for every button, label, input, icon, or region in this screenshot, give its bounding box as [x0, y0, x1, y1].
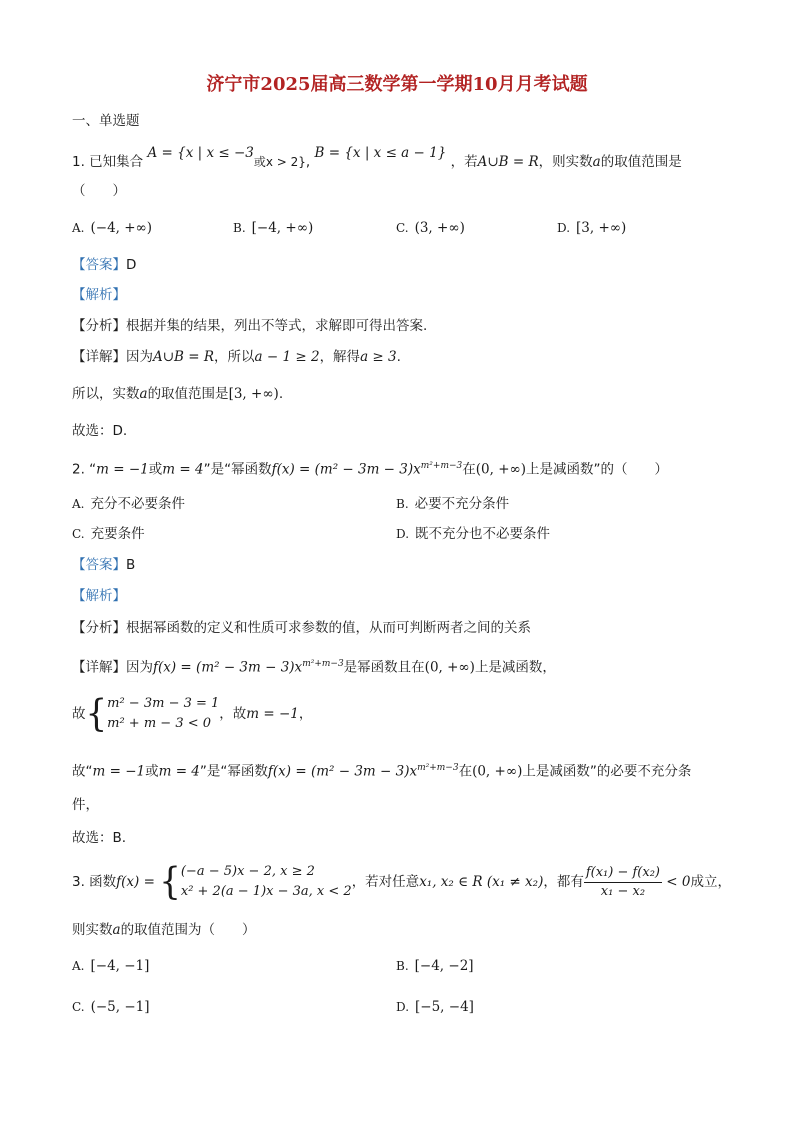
left-brace-icon: { — [85, 692, 108, 736]
q1-option-b: B. [−4, +∞) — [233, 220, 314, 236]
q2-option-a: A. 充分不必要条件 — [72, 496, 185, 512]
q2-fenxi: 【分析】根据幂函数的定义和性质可求参数的值，从而可判断两者之间的关系 — [72, 620, 531, 636]
q3-option-c: C. (−5, −1] — [72, 999, 150, 1015]
q3-option-a: A. [−4, −1] — [72, 958, 150, 974]
q2-conclusion: 故“m = −1或m = 4”是“幂函数$f(x) = (m^2 - 3m - 3)x^{m^2+m-3}$在(0, +∞)上是减函数”的必要不充分条 — [72, 763, 692, 780]
left-brace-icon: { — [159, 860, 181, 904]
q2-system: 故{ m² − 3m − 3 = 1 m² + m − 3 < 0 ，故m = −1， — [72, 692, 313, 736]
question-3-tail: 则实数a的取值范围为（ ） — [72, 922, 256, 938]
set-a-expression: A = {x | x ≤ −3 — [147, 145, 254, 161]
q1-option-d: D. [3, +∞) — [557, 220, 627, 236]
question-1-stem: 1. 已知集合 A = {x | x ≤ −3或x > 2}, B = {x | x ≤ a − 1} ，若A∪B = R，则实数a的取值范围是 — [72, 145, 682, 170]
question-3-stem: 3. 函数f(x) = { (−a − 5)x − 2, x ≥ 2 x² + 2(a − 1)x − 3a, x < 2 ，若对任意x₁, x₂ ∈ R (x₁ ≠ x₂)，都有 $\frac{\text{f(x₁) − f(x₂)}}{\text{x₁ − x₂}}$ < 0成立， — [72, 860, 731, 904]
difference-quotient: $\frac{\text{f(x₁) − f(x₂)}}{\text{x₁ − x₂}}$ — [585, 864, 660, 899]
q2-analysis-tag: 【解析】 — [72, 588, 126, 604]
q1-choice: 故选：D. — [72, 423, 128, 439]
q2-option-d: D. 既不充分也不必要条件 — [396, 526, 551, 542]
q2-option-b: B. 必要不充分条件 — [396, 496, 510, 512]
question-2-stem: 2. “m = −1或m = 4”是“幂函数$f(x) = (m^2 - 3m - 3)x^{m^2+m-3}$在(0, +∞)上是减函数”的（ ） — [72, 461, 669, 478]
q2-choice: 故选：B. — [72, 830, 127, 846]
q1-option-a: A. (−4, +∞) — [72, 220, 153, 236]
q2-answer: 【答案】B — [72, 557, 136, 573]
q2-conclusion-cont: 件， — [72, 797, 99, 813]
set-b-expression: B = {x | x ≤ a − 1} — [314, 145, 447, 161]
section-heading: 一、单选题 — [72, 113, 140, 129]
q1-analysis-tag: 【解析】 — [72, 287, 126, 303]
q1-option-c: C. (3, +∞) — [396, 220, 465, 236]
q2-option-c: C. 充要条件 — [72, 526, 145, 542]
q1-detail: 【详解】因为A∪B = R，所以a − 1 ≥ 2，解得a ≥ 3. — [72, 349, 401, 365]
page-title: 济宁市2025届高三数学第一学期10月月考试题 — [206, 74, 588, 95]
q3-option-b: B. [−4, −2] — [396, 958, 474, 974]
question-1-blank: （ ） — [72, 183, 126, 199]
q1-fenxi: 【分析】根据并集的结果，列出不等式，求解即可得出答案. — [72, 318, 428, 334]
q1-conclusion: 所以，实数a的取值范围是[3, +∞). — [72, 386, 284, 402]
q1-answer: 【答案】D — [72, 257, 137, 273]
q3-option-d: D. [−5, −4] — [396, 999, 474, 1015]
q2-detail: 【详解】因为$f(x) = (m^2 - 3m - 3)x^{m^2+m-3}$是幂函数且在(0, +∞)上是减函数， — [72, 659, 556, 676]
